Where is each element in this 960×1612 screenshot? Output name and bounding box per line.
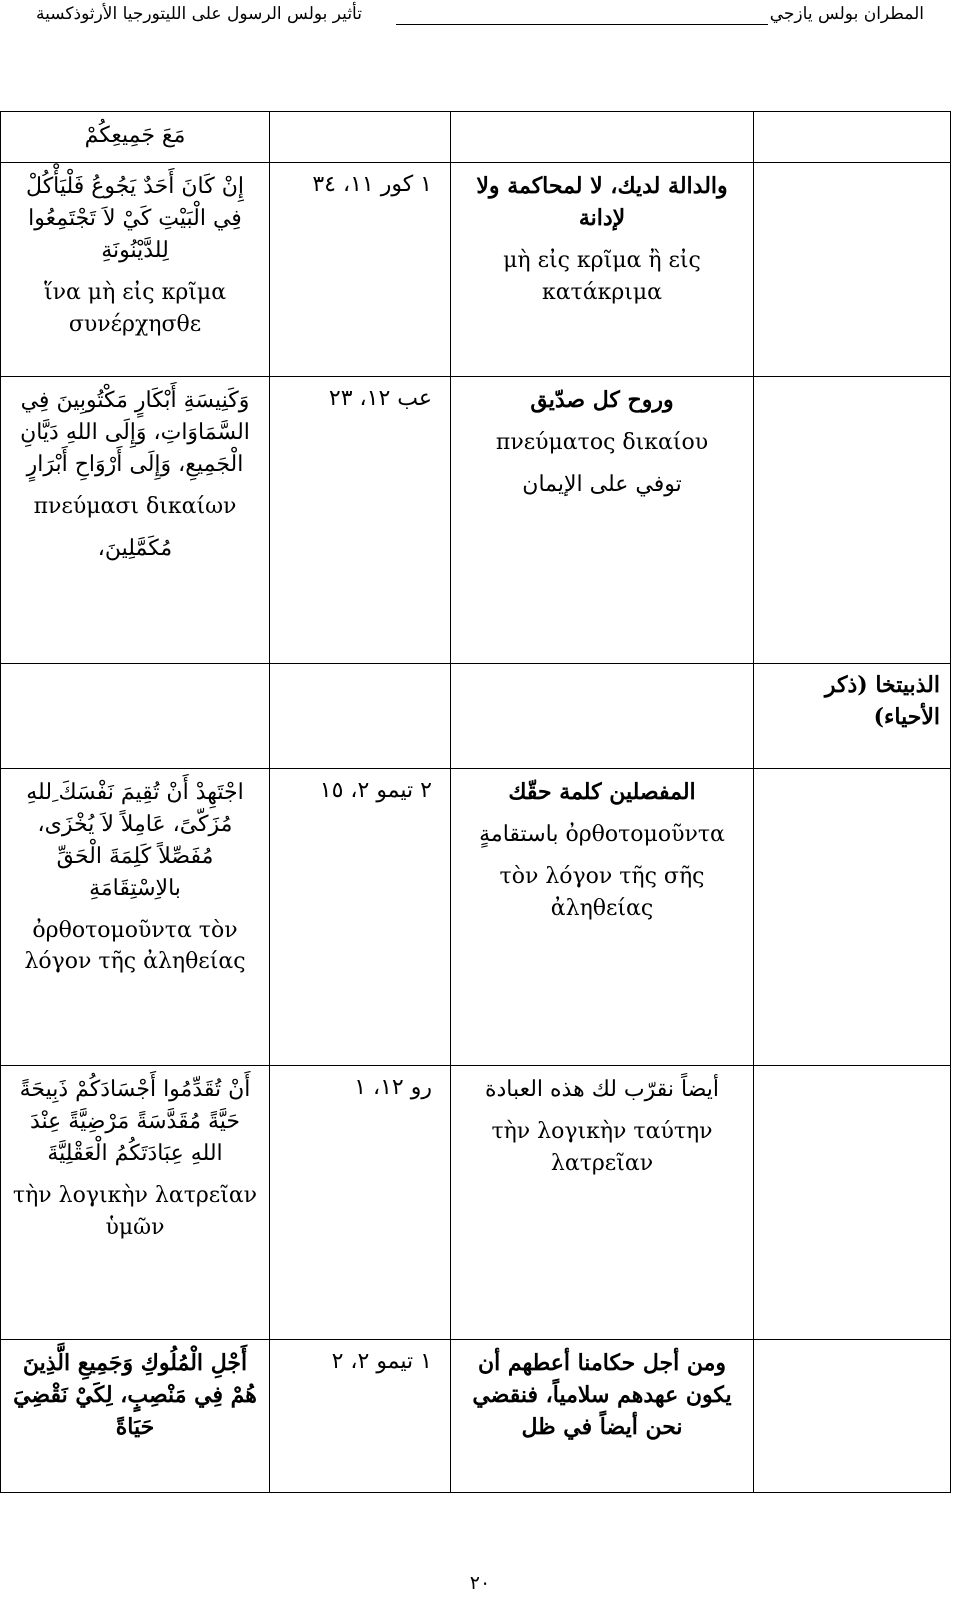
liturgical-text-paragraph: τὴν λογικὴν ταύτην λατρεῖαν xyxy=(491,1118,713,1176)
table-row xyxy=(1,664,951,769)
table-row xyxy=(1,163,951,377)
table-row xyxy=(1,1340,951,1493)
scripture-text-cell xyxy=(1,377,270,664)
scripture-text-paragraph: وَكَنِيسَةِ أَبْكَارٍ مَكْتُوبِينَ فِي السَّمَاوَاتِ، وَإِلَى اللهِ دَيَّانِ الْجَمِيعِ، وَإِلَى أَرْوَاحِ أَبْرَارٍ xyxy=(20,388,250,477)
table-row xyxy=(1,112,951,163)
liturgical-text-paragraph: πνεύματος δικαίου xyxy=(495,429,709,455)
liturgy-section-cell xyxy=(754,664,951,769)
liturgical-text-paragraph: ὀρθοτομοῦντα باستقامةٍ xyxy=(479,821,725,847)
header-rule xyxy=(396,24,768,25)
scripture-text-paragraph: ἵνα μὴ εἰς κρῖμα συνέρχησθε xyxy=(43,279,227,337)
scripture-reference: ١ كور ١١، ٣٤ xyxy=(312,172,432,197)
liturgical-text-cell xyxy=(451,769,754,1066)
liturgical-text-paragraph: المفصلين كلمة حقّك xyxy=(508,779,696,805)
scripture-reference: عب ١٢، ٢٣ xyxy=(328,386,432,411)
header-author: المطران بولس يازجي xyxy=(769,4,924,24)
liturgy-section-cell xyxy=(754,377,951,664)
scripture-text-cell xyxy=(1,769,270,1066)
comparison-table xyxy=(0,111,951,1493)
section-label: الذبيتخا (ذكر الأحياء) xyxy=(824,672,940,730)
scripture-text-cell xyxy=(1,1066,270,1340)
liturgical-text-cell xyxy=(451,664,754,769)
liturgical-text-cell xyxy=(451,1340,754,1493)
scripture-reference-cell xyxy=(270,1066,451,1340)
scripture-text-cell xyxy=(1,163,270,377)
scripture-text-paragraph: مُكَمَّلِينَ، xyxy=(97,535,173,561)
liturgy-section-cell xyxy=(754,163,951,377)
scripture-reference-cell xyxy=(270,377,451,664)
table-row xyxy=(1,377,951,664)
liturgy-section-cell xyxy=(754,1066,951,1340)
running-header xyxy=(36,4,924,30)
scripture-reference-cell xyxy=(270,112,451,163)
scripture-text-paragraph: اجْتَهِدْ أَنْ تُقِيمَ نَفْسَكَ ِللهِ مُزَكّىً، عَامِلاً لاَ يُخْزَى، مُفَصِّلاً كَلِمَةَ الْحَقِّ بالاِسْتِقَامَةِ xyxy=(26,780,244,901)
liturgical-text-paragraph: ومن أجل حكامنا أعطهم أن يكون عهدهم سلامياً، فنقضي نحن أيضاً في ظل xyxy=(472,1350,732,1440)
scripture-reference: ١ تيمو ٢، ٢ xyxy=(331,1349,432,1374)
liturgy-section-cell xyxy=(754,1340,951,1493)
liturgy-section-cell xyxy=(754,112,951,163)
liturgical-text-paragraph: أيضاً نقرّب لك هذه العبادة xyxy=(484,1077,720,1102)
scripture-reference-cell xyxy=(270,769,451,1066)
scripture-text-cell xyxy=(1,112,270,163)
scripture-reference-cell xyxy=(270,664,451,769)
liturgical-text-cell xyxy=(451,377,754,664)
liturgy-section-cell xyxy=(754,769,951,1066)
page-number: ٢٠ xyxy=(469,1572,491,1594)
scripture-reference-cell xyxy=(270,163,451,377)
scripture-reference-cell xyxy=(270,1340,451,1493)
scripture-text-paragraph: أَجْلِ الْمُلُوكِ وَجَمِيعِ الَّذِينَ هُمْ فِي مَنْصِبٍ، لِكَيْ نَقْضِيَ حَيَاةً xyxy=(13,1350,257,1440)
table-row xyxy=(1,1066,951,1340)
liturgical-text-cell xyxy=(451,1066,754,1340)
liturgical-text-cell xyxy=(451,112,754,163)
liturgical-text-paragraph: وروح كل صدّيق xyxy=(530,387,674,413)
scripture-text-paragraph: أَنْ تُقَدِّمُوا أَجْسَادَكُمْ ذَبِيحَةً حَيَّةً مُقَدَّسَةً مَرْضِيَّةً عِنْدَ اللهِ عِبَادَتَكُمُ الْعَقْلِيَّةَ xyxy=(19,1077,251,1166)
scripture-text-paragraph: πνεύμασι δικαίων xyxy=(33,493,237,519)
header-title: تأثير بولس الرسول على الليتورجيا الأرثوذكسية xyxy=(36,4,362,24)
scripture-text-paragraph: مَعَ جَمِيعِكُمْ xyxy=(84,123,186,148)
liturgical-text-paragraph: τὸν λόγον τῆς σῆς ἀληθείας xyxy=(499,863,705,921)
scripture-text-paragraph: إِنْ كَانَ أَحَدٌ يَجُوعُ فَلْيَأْكُلْ فِي الْبَيْتِ كَيْ لاَ تَجْتَمِعُوا لِلدَّيْنُونَةِ xyxy=(26,174,244,263)
scripture-text-paragraph: τὴν λογικὴν λατρεῖαν ὑμῶν xyxy=(12,1182,258,1240)
scripture-text-paragraph: ὀρθοτομοῦντα τὸν λόγον τῆς ἀληθείας xyxy=(24,917,246,975)
scripture-reference: ٢ تيمو ٢، ١٥ xyxy=(319,778,432,803)
scripture-text-cell xyxy=(1,664,270,769)
liturgical-text-paragraph: والدالة لديك، لا لمحاكمة ولا لإدانة xyxy=(476,173,728,231)
liturgical-text-paragraph: توفي على الإيمان xyxy=(522,471,682,497)
scripture-text-cell xyxy=(1,1340,270,1493)
scripture-reference: رو ١٢، ١ xyxy=(354,1075,432,1100)
liturgical-text-cell xyxy=(451,163,754,377)
liturgical-text-paragraph: μὴ εἰς κρῖμα ἢ εἰς κατάκριμα xyxy=(503,247,701,305)
table-row xyxy=(1,769,951,1066)
